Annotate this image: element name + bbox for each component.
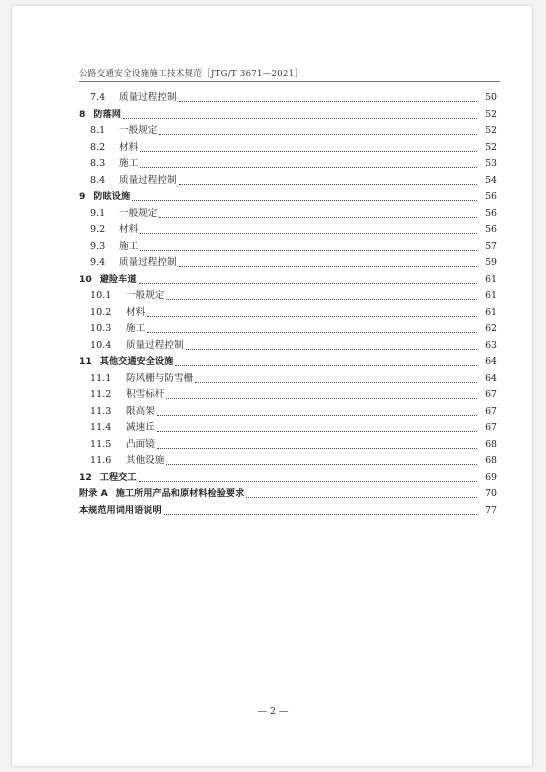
toc-entry-page: 56 <box>485 224 497 235</box>
toc-section-entry[interactable] <box>79 404 497 421</box>
toc-entry-title: 材料 <box>119 141 139 153</box>
toc-entry-number: 11 <box>79 356 92 367</box>
toc-entry-page: 61 <box>485 306 497 318</box>
toc-entry-page: 64 <box>485 372 497 384</box>
toc-entry-title: 其他设施 <box>126 455 165 466</box>
dot-leader <box>139 480 477 482</box>
toc-entry-title: 施工所用产品和原材料检验要求 <box>115 488 245 499</box>
toc-section-entry[interactable] <box>79 305 497 322</box>
toc-entry-title: 质量过程控制 <box>126 339 184 351</box>
dot-leader <box>157 414 477 416</box>
toc-entry-title: 积雪标杆 <box>126 389 165 400</box>
toc-entry-number: 附录 A <box>79 488 108 499</box>
toc-section-entry[interactable] <box>79 255 497 272</box>
toc-entry-title: 减速丘 <box>126 422 155 433</box>
toc-entry-number: 11.3 <box>90 405 112 417</box>
toc-entry-title: 材料 <box>126 306 146 318</box>
toc-entry-number: 9.2 <box>90 224 106 235</box>
toc-chapter-entry[interactable] <box>79 470 497 487</box>
toc-entry-page: 56 <box>485 207 497 219</box>
dot-leader <box>175 364 477 366</box>
toc-entry-number: 10.4 <box>90 339 112 351</box>
dot-leader <box>179 100 477 102</box>
toc-entry-number: 10.2 <box>90 306 112 318</box>
toc-entry-number: 11.6 <box>90 455 112 466</box>
toc-entry-title: 一般规定 <box>126 290 165 301</box>
toc-entry-title: 材料 <box>119 224 139 235</box>
toc-entry-number: 11.5 <box>90 438 112 450</box>
toc-entry-page: 67 <box>485 422 497 433</box>
toc-entry-number: 11.4 <box>90 422 112 433</box>
dot-leader <box>179 265 477 267</box>
toc-entry-number: 7.4 <box>90 92 106 103</box>
toc-entry-number: 8.2 <box>90 141 106 153</box>
toc-entry-page: 69 <box>485 471 497 483</box>
toc-entry-number: 10.1 <box>90 290 112 301</box>
dot-leader <box>186 348 477 350</box>
toc-section-entry[interactable] <box>79 288 497 305</box>
toc-entry-number: 8.1 <box>90 125 106 136</box>
header-rule <box>79 81 500 82</box>
toc-section-entry[interactable] <box>79 140 497 157</box>
toc-entry-page: 52 <box>485 125 497 136</box>
toc-chapter-entry[interactable] <box>79 189 497 206</box>
toc-entry-number: 10.3 <box>90 323 112 334</box>
running-header: 公路交通安全设施施工技术规范［JTG/T 3671—2021］ <box>79 69 304 79</box>
toc-entry-number: 8.4 <box>90 174 106 186</box>
toc-entry-number: 12 <box>79 471 92 483</box>
toc-entry-title: 防眩设施 <box>93 191 131 202</box>
toc-entry-title: 一般规定 <box>119 125 158 136</box>
toc-entry-number: 8.3 <box>90 158 106 169</box>
table-of-contents <box>79 90 497 519</box>
dot-leader <box>140 232 477 234</box>
toc-entry-page: 68 <box>485 438 497 450</box>
dot-leader <box>246 496 477 498</box>
toc-entry-page: 68 <box>485 455 497 466</box>
toc-entry-number: 9.4 <box>90 257 106 268</box>
toc-section-entry[interactable] <box>79 239 497 256</box>
dot-leader <box>164 513 477 515</box>
toc-entry-page: 53 <box>485 158 497 169</box>
dot-leader <box>123 117 477 119</box>
toc-entry-title: 质量过程控制 <box>119 92 177 103</box>
dot-leader <box>147 315 477 317</box>
toc-entry-title: 避险车道 <box>99 273 137 285</box>
toc-entry-title: 质量过程控制 <box>119 257 177 268</box>
toc-section-entry[interactable] <box>79 123 497 140</box>
toc-entry-number: 8 <box>79 108 86 120</box>
toc-entry-page: 64 <box>485 356 497 367</box>
toc-chapter-entry[interactable] <box>79 107 497 124</box>
dot-leader <box>157 430 477 432</box>
toc-chapter-entry[interactable] <box>79 272 497 289</box>
dot-leader <box>179 183 477 185</box>
toc-entry-number: 9.1 <box>90 207 106 219</box>
toc-entry-title: 施工 <box>119 240 139 252</box>
page-number: — 2 — <box>257 706 289 717</box>
toc-entry-page: 56 <box>485 191 497 202</box>
toc-entry-page: 62 <box>485 323 497 334</box>
toc-section-entry[interactable] <box>79 387 497 404</box>
toc-entry-page: 50 <box>485 92 497 103</box>
dot-leader <box>140 166 477 168</box>
toc-entry-number: 10 <box>79 273 92 285</box>
dot-leader <box>132 199 477 201</box>
toc-entry-title: 凸面镜 <box>126 438 155 450</box>
toc-entry-title: 施工 <box>119 158 139 169</box>
toc-entry-page: 77 <box>485 504 497 516</box>
toc-entry-page: 57 <box>485 240 497 252</box>
toc-entry-page: 67 <box>485 389 497 400</box>
toc-entry-page: 54 <box>485 174 497 186</box>
toc-entry-title: 防落网 <box>93 108 121 120</box>
toc-entry-title: 限高架 <box>126 405 155 417</box>
dot-leader <box>159 133 477 135</box>
dot-leader <box>159 216 477 218</box>
dot-leader <box>195 381 477 383</box>
toc-entry-page: 52 <box>485 141 497 153</box>
toc-section-entry[interactable] <box>79 173 497 190</box>
toc-section-entry[interactable] <box>79 453 497 470</box>
toc-chapter-entry[interactable] <box>79 486 497 503</box>
dot-leader <box>157 447 477 449</box>
toc-section-entry[interactable] <box>79 156 497 173</box>
toc-entry-title: 其他交通安全设施 <box>99 356 174 367</box>
toc-entry-title: 防风栅与防雪栅 <box>126 372 194 384</box>
toc-section-entry[interactable] <box>79 222 497 239</box>
toc-section-entry[interactable] <box>79 90 497 107</box>
toc-entry-number: 11.1 <box>90 372 112 384</box>
toc-entry-number: 11.2 <box>90 389 112 400</box>
toc-entry-number: 9 <box>79 191 86 202</box>
toc-section-entry[interactable] <box>79 206 497 223</box>
toc-section-entry[interactable] <box>79 371 497 388</box>
toc-section-entry[interactable] <box>79 338 497 355</box>
toc-entry-page: 70 <box>485 488 497 499</box>
dot-leader <box>166 463 477 465</box>
toc-entry-title: 一般规定 <box>119 207 158 219</box>
toc-chapter-entry[interactable] <box>79 354 497 371</box>
toc-chapter-entry[interactable] <box>79 503 497 520</box>
toc-entry-page: 61 <box>485 273 497 285</box>
toc-entry-number: 9.3 <box>90 240 106 252</box>
toc-entry-page: 63 <box>485 339 497 351</box>
dot-leader <box>140 150 477 152</box>
toc-entry-page: 59 <box>485 257 497 268</box>
toc-entry-page: 61 <box>485 290 497 301</box>
toc-entry-title: 质量过程控制 <box>119 174 177 186</box>
dot-leader <box>147 331 477 333</box>
dot-leader <box>166 298 477 300</box>
toc-section-entry[interactable] <box>79 437 497 454</box>
toc-section-entry[interactable] <box>79 420 497 437</box>
toc-entry-title: 本规范用词用语说明 <box>79 504 162 516</box>
toc-entry-title: 施工 <box>126 323 146 334</box>
toc-entry-title: 工程交工 <box>99 471 137 483</box>
dot-leader <box>139 282 477 284</box>
dot-leader <box>140 249 477 251</box>
toc-entry-page: 67 <box>485 405 497 417</box>
dot-leader <box>166 397 477 399</box>
toc-section-entry[interactable] <box>79 321 497 338</box>
toc-entry-page: 52 <box>485 108 497 120</box>
